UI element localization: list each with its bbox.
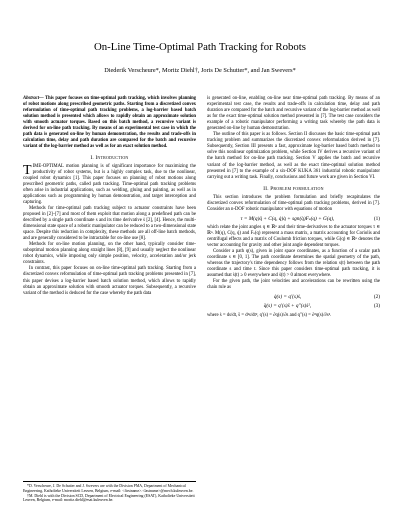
equation-2-number: (2) [373,294,380,301]
equation-1-number: (1) [373,215,380,222]
equation-3 [207,303,380,309]
abstract-label: Abstract [23,96,39,101]
right-paragraph-7: where ṡ = ds/dt, s̈ = d²s/dt², q′(s) = ∂q(s)/∂s and q″(s) = ∂²q(s)/∂s². [207,312,332,318]
intro-paragraph-1-text: IME-OPTIMAL motion planning is of significant importance for maximizing the productivity of robot systems, but is a highly complex task, due to the nonlinear, coupled robot dynamics [1]. This paper focuses on planning of robot motions along prescribed geometric paths, called path tracking. Time-optimal path tracking problems often arise in industrial applications, such as welding, gluing and painting, as well as in applications such as programming by human demonstration, and target interception and capturing. [23,163,196,205]
right-column [207,96,380,319]
left-column [23,96,196,297]
equation-3-body: q̈(s) = q′(s)s̈ + q″(s)ṡ², [263,303,312,310]
section-heading-problem-formulation: II. Problem formulation [263,185,324,192]
equation-2-body: q̇(s) = q′(s)ṡ, [273,294,302,301]
equation-1-body: τ = M(q)q̈ + C(q, q̇)q̇ + sgn(q̇)Fₛ(q) + G(q), [240,215,335,222]
abstract-text: — This paper focuses on time-optimal path tracking, which involves planning of robot motions along prescribed geometric paths. Starting from a discretized convex reformulation of time-optimal path tracking problems, a log-barrier based batch solution method is presented which allows to rapidly obtain an approximate solution with smooth actuator torques. Based on this batch method, a recursive variant is derived for on-line path tracking. By means of an experimental test case in which the path data is generated on-line by human demonstration, the results and trade-offs in calculation time, delay and path duration are compared for the batch and recursive variant of the log-barrier method as well as for an exact solution method. [23,96,196,149]
intro-paragraph-2: Methods for time-optimal path tracking subject to actuator constraints have been proposed in [2]–[7] and most of them exploit that motion along a predefined path can be described by a single path coordinate s and its time derivative ṡ [2], [4]. Hence, the multi-dimensional state space of a robotic manipulator can be reduced to a two-dimensional state space. Despite this reduction in complexity, these methods are all off-line batch methods, and are generally considered to be intractable for on-line use [8]. [23,205,196,242]
equation-1 [207,216,380,222]
right-paragraph-3: This section introduces the problem formulation and briefly recapitulates the discretized convex reformulation of time-optimal path tracking problems, derived in [7]. Consider an n-DOF robotic manipulator with equations of motion [207,194,380,212]
author-list: Diederik Verscheure*, Moritz Diehl†, Joris De Schutter*, and Jan Swevers* [104,67,296,74]
right-paragraph-5: Consider a path q(s), given in joint space coordinates, as a function of a scalar path coordinate s ∈ [0, 1]. The path coordinate determines the spatial geometry of the path, whereas the trajectory's time dependency follows from the relation s(t) between the path coordinate s and time t. Since this paper considers time-optimal path tracking, it is assumed that ṡ(t) ≥ 0 everywhere and ṡ(t) > 0 almost everywhere. [207,249,380,279]
right-paragraph-1: is generated on-line, enabling on-line near time-optimal path tracking. By means of an experimental test case, the results and trade-offs in calculation time, delay and path duration are compared for the batch and recursive variant of the log-barrier method as well as for the exact time-optimal solution method presented in [7]. The test case considers the example of a robotic manipulator performing a writing task whereby the path data is generated on-line by human demonstration. [207,96,380,132]
section-heading-introduction: I. Introduction [90,154,129,161]
equation-3-number: (3) [373,303,380,310]
right-paragraph-6: For the given path, the joint velocities and accelerations can be rewritten using the chain rule as [207,279,380,291]
equation-2 [207,294,380,300]
paper-title: On-Line Time-Optimal Path Tracking for Robots [93,41,307,53]
right-paragraph-2: The outline of this paper is as follows. Section II discusses the basic time-optimal path tracking problem and summarizes the discretized convex reformulation derived in [7]. Subsequently, Section III presents a fast, approximate log-barrier based batch method to solve this nonlinear optimization problem, while Section IV derives a recursive variant of the batch method for on-line path tracking. Section V applies the batch and recursive variant of the log-barrier method, as well as the exact time-optimal solution method presented in [7] to the example of a six-DOF KUKA 361 industrial robotic manipulator carrying out a writing task. Finally, conclusions and future work are given in Section VI. [207,132,380,180]
footnote-1: *D. Verscheure, J. De Schutter and J. Swevers are with the Division PMA, Department of Mechanical Engineering, Katholieke Universiteit Leuven, Belgium, e-mail: <firstname>.<lastname>@mech.kuleuven.be. [23,484,194,493]
drop-cap: T [23,162,32,178]
abstract [23,96,196,150]
author-footnote [23,481,196,503]
intro-paragraph-4: In contrast, this paper focuses on on-line time-optimal path tracking. Starting from a discretized convex reformulation of time-optimal path tracking problems presented in [7], this paper devises a log-barrier based batch solution method, which allows to rapidly obtain an approximate solution with smooth actuator torques. Subsequently, a recursive variant of the method is deduced for the case whereby the path data [23,266,196,296]
intro-paragraph-1 [23,164,196,206]
intro-paragraph-3: Methods for on-line motion planning, on the other hand, typically consider time-suboptimal motion planning along straight lines [8], [9] and usually neglect the nonlinear robot dynamics, while imposing only simple position, velocity, acceleration and/or jerk constraints. [23,242,196,266]
right-paragraph-4: which relate the joint angles q ∈ ℝⁿ and their time-derivatives to the actuator torques τ ∈ ℝⁿ. M(q), C(q, q̇) and Fₛ(q) represent a mass matrix, a matrix accounting for Coriolis and centrifugal effects and a matrix of Coulomb friction torques, while G(q) ∈ ℝⁿ denotes the vector accounting for gravity and other joint angle dependent torques. [207,224,380,249]
footnote-2: †M. Diehl is with the Division SCD, Department of Electrical Engineering (ESAT), Katholieke Universiteit Leuven, Belgium, e-mail: moritz.diehl@esat.kuleuven.be. [23,493,195,503]
